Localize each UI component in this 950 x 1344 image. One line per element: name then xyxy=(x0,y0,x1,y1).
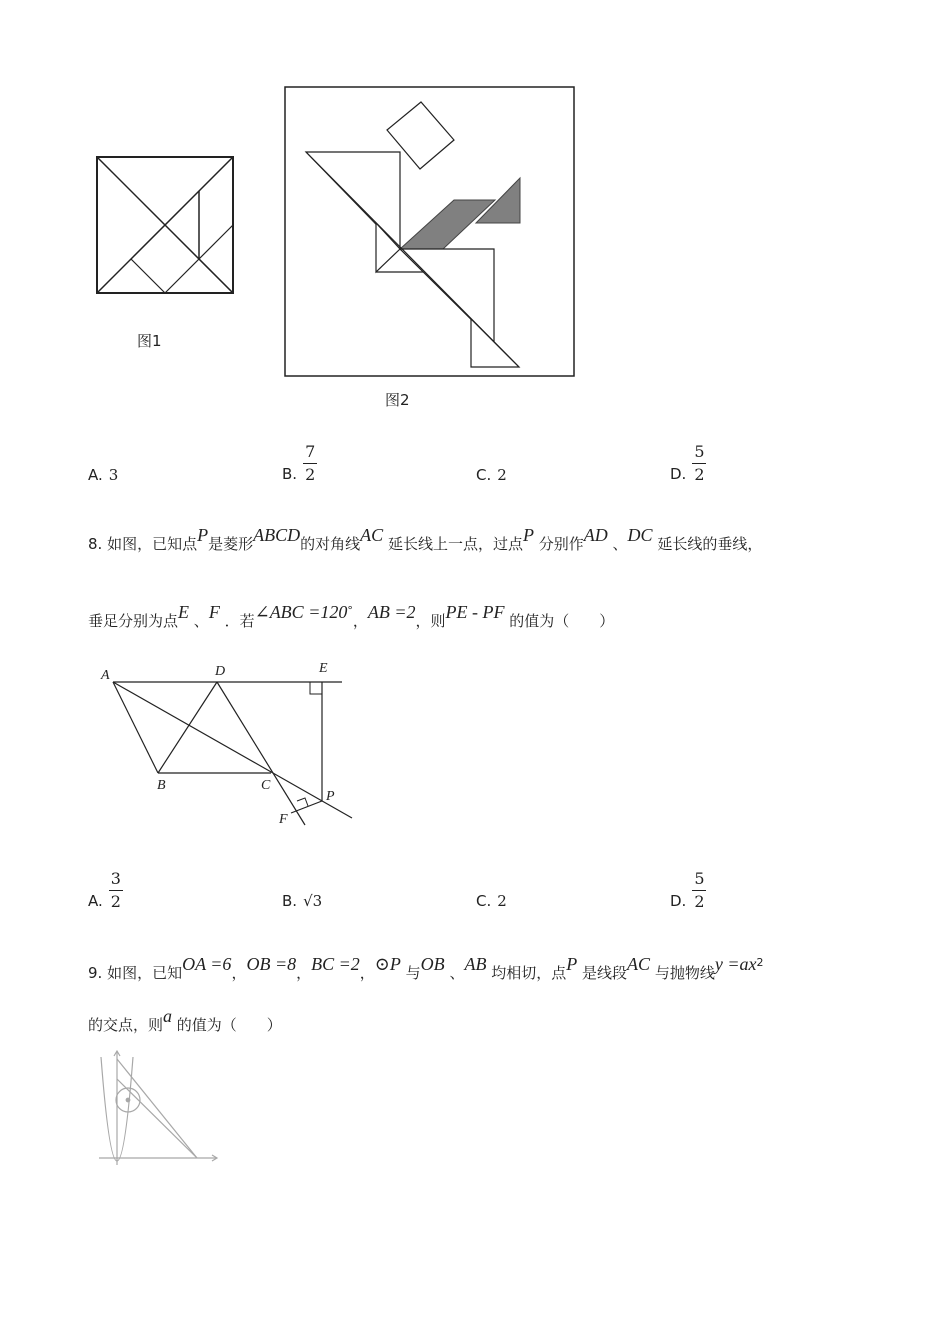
figure-2-caption: 图2 xyxy=(385,391,410,409)
figure-1-tangram-square xyxy=(95,155,237,297)
fraction: $\frac{3}{2}$ xyxy=(110,868,121,911)
label-c: C xyxy=(261,778,271,793)
q9-text-line-1: 9. 如图，已知OA =6，OB =8，BC =2，⊙P 与OB 、AB 均相切，点P 是线段AC 与抛物线$y =ax^2$ xyxy=(88,954,764,982)
q7-option-c: C. 2 xyxy=(476,466,507,484)
label-e: E xyxy=(319,661,328,676)
label-d: D xyxy=(215,664,226,679)
fraction: $\frac{5}{2}$ xyxy=(694,868,705,911)
figure-1-caption: 图1 xyxy=(137,332,162,350)
q7-option-b: B. $\frac{7}{2}$ xyxy=(282,441,316,484)
q9-text-line-2: 的交点，则a 的值为（ ） xyxy=(88,1006,282,1034)
label-a: A xyxy=(101,668,110,683)
parallelogram-piece xyxy=(400,200,495,249)
figure-2-tangram-figure xyxy=(284,86,576,378)
q8-rhombus-figure xyxy=(95,655,360,830)
q8-option-c: C. 2 xyxy=(476,892,507,910)
q9-parabola-figure xyxy=(95,1045,225,1170)
q8-option-b: B. √3 xyxy=(282,892,323,910)
q8-option-d: D. $\frac{5}{2}$ xyxy=(670,868,705,911)
q8-text-line-2: 垂足分别为点E 、F ．若∠ABC =120°，AB =2，则PE - PF 的值为（ ） xyxy=(88,602,615,630)
label-b: B xyxy=(157,778,166,793)
label-p: P xyxy=(326,789,335,804)
fraction: $\frac{7}{2}$ xyxy=(305,441,316,484)
fraction: $\frac{5}{2}$ xyxy=(694,441,705,484)
q8-text-line-1: 8. 如图，已知点P是菱形ABCD的对角线AC 延长线上一点，过点P 分别作AD 、DC 延长线的垂线， xyxy=(88,525,763,553)
label-f: F xyxy=(279,812,288,827)
q7-option-a: A. 3 xyxy=(88,466,119,484)
q8-option-a: A. $\frac{3}{2}$ xyxy=(88,868,121,911)
q7-option-d: D. $\frac{5}{2}$ xyxy=(670,441,705,484)
